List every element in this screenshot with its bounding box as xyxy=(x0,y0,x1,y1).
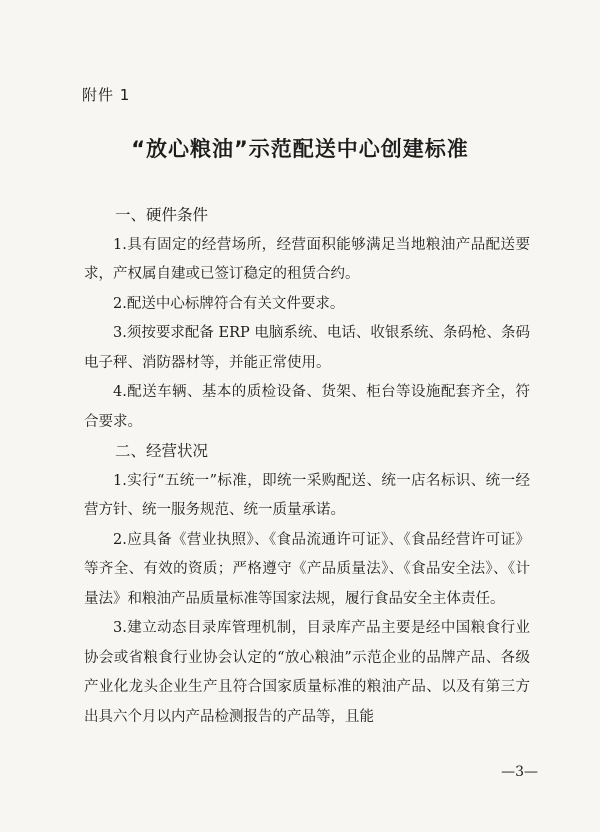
paragraph: 2.配送中心标牌符合有关文件要求。 xyxy=(113,295,345,312)
page-number: —3— xyxy=(501,764,538,780)
paragraph: 4.配送车辆、基本的质检设备、货架、柜台等设施配套齐全，符合要求。 xyxy=(84,384,530,430)
paragraph: 2.应具备《营业执照》、《食品流通许可证》、《食品经营许可证》等齐全、有效的资质；严格遵守《产品质量法》、《食品安全法》、《计量法》和粮油产品质量标准等国家法规，履行食品安全主体责任。 xyxy=(84,531,530,607)
paragraph: 1.实行“五统一”标准，即统一采购配送、统一店名标识、统一经营方针、统一服务规范、统一质量承诺。 xyxy=(84,472,530,518)
section-heading: 二、经营状况 xyxy=(115,442,209,460)
document-title: “放心粮油”示范配送中心创建标准 xyxy=(131,137,469,161)
attachment-label: 附件 1 xyxy=(82,86,131,104)
paragraph: 3.建立动态目录库管理机制，目录库产品主要是经中国粮食行业协会或省粮食行业协会认定的“放心粮油”示范企业的品牌产品、各级产业化龙头企业生产且符合国家质量标准的粮油产品、以及有第三方出具六个月以内产品检测报告的产品等，且能 xyxy=(84,620,530,725)
section-heading: 一、硬件条件 xyxy=(115,206,209,224)
paragraph: 3.须按要求配备 ERP 电脑系统、电话、收银系统、条码枪、条码电子秤、消防器材等，并能正常使用。 xyxy=(84,325,530,371)
paragraph: 1.具有固定的经营场所，经营面积能够满足当地粮油产品配送要求，产权属自建或已签订稳定的租赁合约。 xyxy=(84,236,530,282)
document-body xyxy=(84,201,530,732)
